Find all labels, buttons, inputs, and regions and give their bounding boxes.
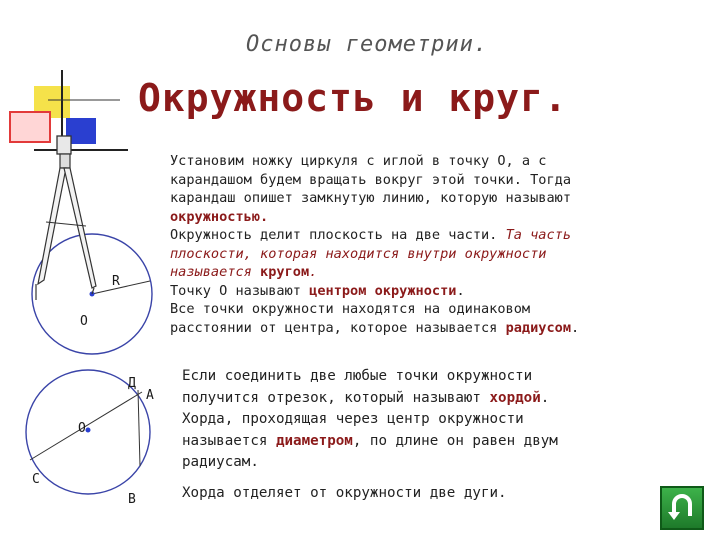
chord-ad xyxy=(138,390,140,466)
center-point-2 xyxy=(86,428,91,433)
term-radius: радиусом xyxy=(505,319,572,336)
label-b: В xyxy=(128,492,136,507)
radius-line xyxy=(92,281,150,294)
label-o-2: О xyxy=(78,421,86,436)
term-chord: хордой xyxy=(489,389,541,406)
term-circumference: окружностью. xyxy=(170,208,269,225)
diameter-cb xyxy=(30,392,142,460)
term-diameter: диаметром xyxy=(275,432,353,449)
label-o-1: О xyxy=(80,314,88,329)
intro-text: Установим ножку циркуля с иглой в точку О, а с карандашом будем вращать вокруг этой точки. Тогда карандаш опишет замкнутую линию, которую называют окружностью. Окружность делит плоскость на две части. Та часть плоскости, которая находится внутри окружности называется кругом. Точку О называют центром окружности. Все точки окружности находятся на одинаковом расстоянии от центра, которое называется радиусом. xyxy=(170,153,580,336)
label-r: R xyxy=(112,274,120,289)
page-subtitle: Основы геометрии. xyxy=(246,32,489,57)
term-disk: кругом xyxy=(260,264,310,280)
arcs-text: Хорда отделяет от окружности две дуги. xyxy=(182,485,507,501)
label-c: С xyxy=(32,472,40,487)
label-d: Д xyxy=(128,376,136,391)
term-center: центром окружности xyxy=(309,282,457,299)
chord-text: Если соединить две любые точки окружности получится отрезок, который называют хордой. Хорда, проходящая через центр окружности называется диаметром, по длине он равен двум радиусам. xyxy=(182,368,558,470)
page-title: Окружность и круг. xyxy=(138,76,568,120)
label-a: А xyxy=(146,388,154,403)
u-turn-arrow-icon xyxy=(662,488,702,528)
compass-figure xyxy=(32,136,152,354)
back-button[interactable] xyxy=(660,486,704,530)
